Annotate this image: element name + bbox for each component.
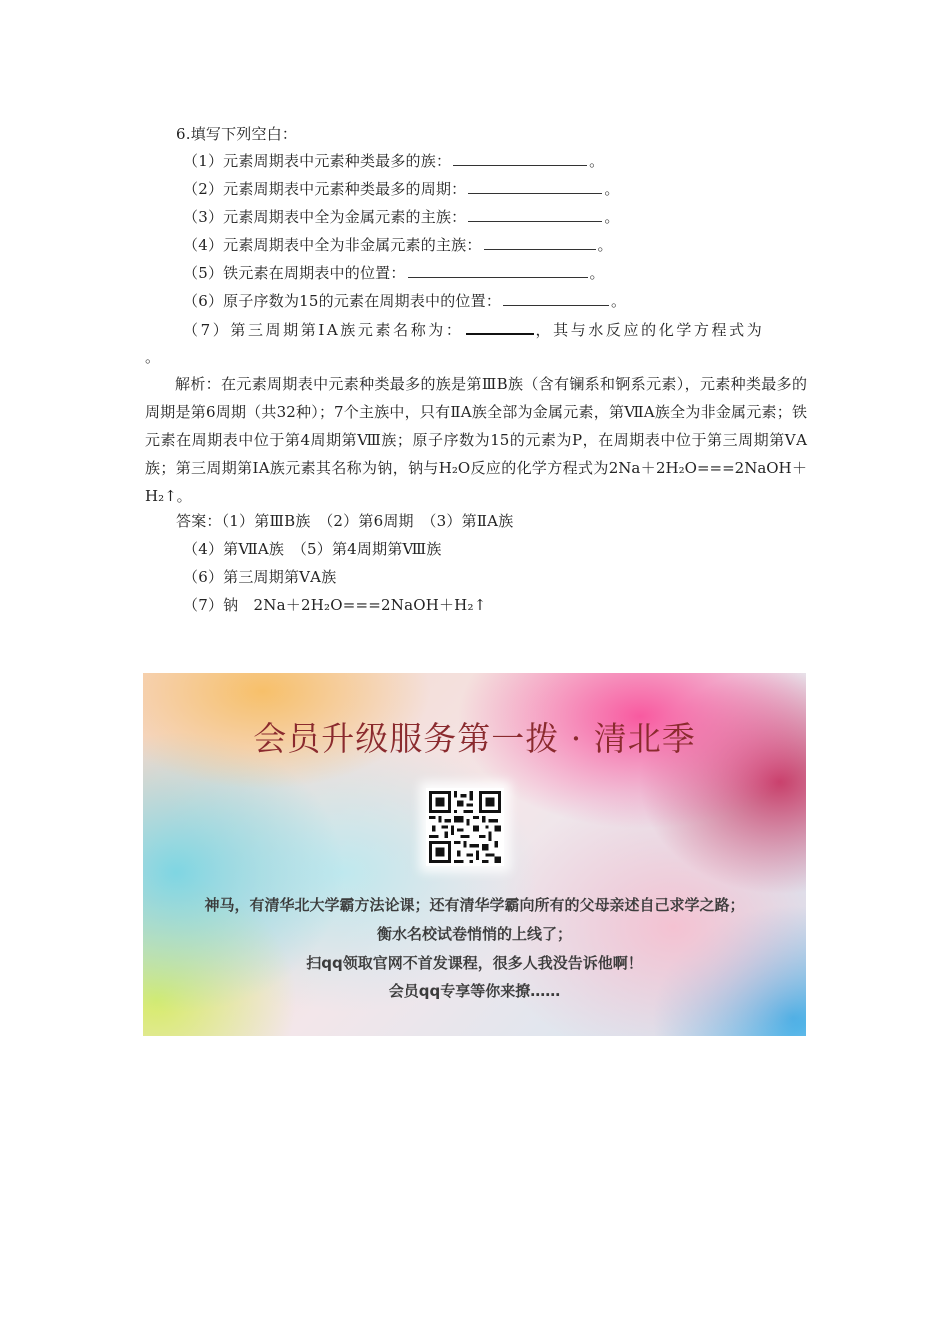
question-item-7: （7）第三周期第ⅠA族元素名称为： ，其与水反应的化学方程式为 <box>183 321 765 339</box>
answer-line-2: （4）第ⅦA族 （5）第4周期第Ⅷ族 <box>183 540 442 558</box>
answer-line-3: （6）第三周期第ⅤA族 <box>183 568 337 586</box>
answer-blank[interactable] <box>484 235 596 250</box>
banner-line-3: 扫qq领取官网不首发课程，很多人我没告诉他啊！ <box>306 954 643 972</box>
question-title: 6.填写下列空白： <box>176 125 298 143</box>
question-item-text: （3）元素周期表中全为金属元素的主族： <box>183 208 467 226</box>
question-item-text: （2）元素周期表中元素种类最多的周期： <box>183 180 467 198</box>
analysis-paragraph: 解析：在元素周期表中元素种类最多的族是第ⅢB族（含有镧系和锕系元素），元素种类最多的周期是第6周期（共32种）；7个主族中，只有ⅡA族全部为金属元素，第ⅦA族全为非金属元素；铁元素在周期表中位于第4周期第Ⅷ族；原子序数为15的元素为P，在周期表中位于第三周期第ⅤA族；第三周期第ⅠA族元素其名称为钠，钠与H₂O反应的化学方程式为2Na＋2H₂O===2NaOH＋H₂↑。 <box>145 375 807 505</box>
question-item-text: （4）元素周期表中全为非金属元素的主族： <box>183 236 482 254</box>
question-item-text: （6）原子序数为15的元素在周期表中的位置： <box>183 292 502 310</box>
banner-line-2: 衡水名校试卷悄悄的上线了； <box>376 925 572 943</box>
question-item-1: （1）元素周期表中元素种类最多的族： 。 <box>183 152 605 170</box>
question-item-text: （5）铁元素在周期表中的位置： <box>183 264 406 282</box>
question-item-7-tail: 。 <box>145 348 161 366</box>
qr-code-icon[interactable] <box>426 788 504 866</box>
promo-banner[interactable] <box>143 673 806 1036</box>
answer-blank[interactable] <box>468 179 602 194</box>
question-item-3: （3）元素周期表中全为金属元素的主族： 。 <box>183 208 620 226</box>
banner-line-4: 会员qq专享等你来撩…… <box>388 982 561 1000</box>
answer-blank[interactable] <box>453 151 587 166</box>
question-item-5: （5）铁元素在周期表中的位置： 。 <box>183 264 605 282</box>
question-item-text: （1）元素周期表中元素种类最多的族： <box>183 152 452 170</box>
answer-blank[interactable] <box>408 263 588 278</box>
answer-line-4: （7）钠 2Na＋2H₂O===2NaOH＋H₂↑ <box>183 596 487 614</box>
question-item-text: （7）第三周期第ⅠA族元素名称为： <box>183 321 464 339</box>
question-item-4: （4）元素周期表中全为非金属元素的主族： 。 <box>183 236 613 254</box>
banner-title: 会员升级服务第一拨 · 清北季 <box>253 719 696 758</box>
answer-blank[interactable] <box>466 319 534 335</box>
banner-line-1: 神马，有清华北大学霸方法论课；还有清华学霸向所有的父母亲述自己求学之路； <box>204 896 745 914</box>
question-item-2: （2）元素周期表中元素种类最多的周期： 。 <box>183 180 620 198</box>
question-item-6: （6）原子序数为15的元素在周期表中的位置： 。 <box>183 292 627 310</box>
answer-line-1: 答案：（1）第ⅢB族 （2）第6周期 （3）第ⅡA族 <box>176 512 514 530</box>
answer-blank[interactable] <box>468 207 602 222</box>
answer-blank[interactable] <box>503 291 609 306</box>
